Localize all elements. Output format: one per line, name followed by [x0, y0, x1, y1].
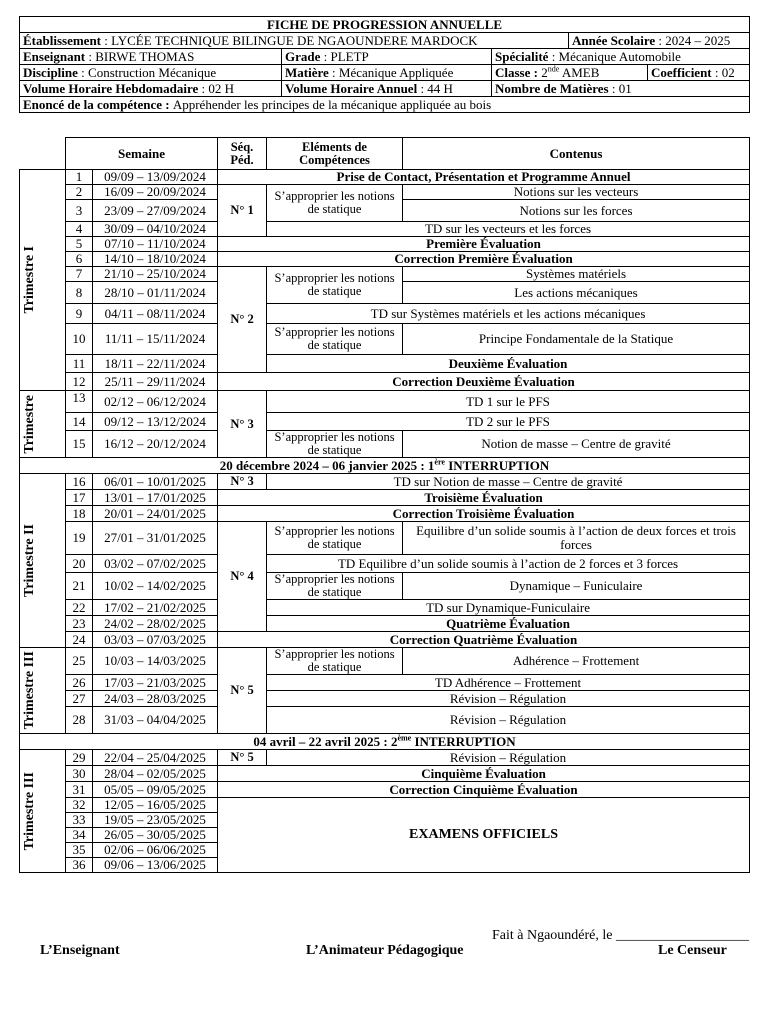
week-number: 24 [66, 632, 93, 648]
sequence-cell: N° 5 [218, 648, 267, 734]
table-row [20, 324, 750, 355]
interruption-cell [20, 458, 750, 474]
trimestre-cell [20, 474, 66, 648]
week-number: 16 [66, 474, 93, 490]
table-row [20, 648, 750, 675]
week-number: 10 [66, 324, 93, 355]
week-dates: 25/11 – 29/11/2024 [93, 373, 218, 391]
content-cell: Révision – Régulation [267, 707, 750, 734]
week-dates: 09/12 – 13/12/2024 [93, 413, 218, 431]
discipline: Discipline : Construction Mécanique [20, 65, 282, 81]
trimestre-cell [20, 170, 66, 391]
interruption-row [20, 734, 750, 750]
sequence-cell: N° 4 [218, 522, 267, 632]
table-row [20, 555, 750, 573]
sequence-cell: N° 5 [218, 750, 267, 766]
content-cell: Révision – Régulation [267, 691, 750, 707]
table-row [20, 750, 750, 766]
interruption-word: INTERRUPTION [411, 733, 516, 749]
week-number: 15 [66, 431, 93, 458]
table-row [20, 304, 750, 324]
week-dates: 07/10 – 11/10/2024 [93, 237, 218, 252]
etablissement: Établissement : LYCÉE TECHNIQUE BILINGUE DE NGAOUNDERE MARDOCK [20, 33, 569, 49]
content-cell: TD sur Systèmes matériels et les actions mécaniques [267, 304, 750, 324]
week-dates: 24/03 – 28/03/2025 [93, 691, 218, 707]
week-dates: 02/06 – 06/06/2025 [93, 843, 218, 858]
table-row [20, 766, 750, 782]
content-cell: TD sur Notion de masse – Centre de gravité [267, 474, 750, 490]
trimestre-cell [20, 391, 66, 458]
table-row [20, 632, 750, 648]
trimestre-cell [20, 750, 66, 873]
week-number: 31 [66, 782, 93, 798]
week-dates: 26/05 – 30/05/2025 [93, 828, 218, 843]
table-row [20, 185, 750, 200]
week-dates: 19/05 – 23/05/2025 [93, 813, 218, 828]
signature-footer [0, 926, 768, 966]
document-title: FICHE DE PROGRESSION ANNUELLE [20, 17, 750, 33]
content-cell: TD 1 sur le PFS [267, 391, 750, 413]
week-number: 13 [66, 391, 93, 413]
content-cell: TD 2 sur le PFS [267, 413, 750, 431]
content-cell: Cinquième Évaluation [218, 766, 750, 782]
annee-scolaire: Année Scolaire : 2024 – 2025 [569, 33, 750, 49]
week-number: 14 [66, 413, 93, 431]
content-cell: Notions sur les vecteurs [403, 185, 750, 200]
interruption-ordinal: ère [434, 457, 445, 467]
week-dates: 20/01 – 24/01/2025 [93, 506, 218, 522]
grade: Grade : PLETP [282, 49, 492, 65]
table-row [20, 373, 750, 391]
week-number: 35 [66, 843, 93, 858]
week-number: 32 [66, 798, 93, 813]
week-dates: 28/04 – 02/05/2025 [93, 766, 218, 782]
sequence-cell: N° 3 [218, 474, 267, 490]
table-row [20, 506, 750, 522]
week-number: 26 [66, 675, 93, 691]
content-cell: Prise de Contact, Présentation et Programme Annuel [218, 170, 750, 185]
col-contenus: Contenus [403, 138, 750, 170]
table-row [20, 355, 750, 373]
col-seq: Séq. Péd. [218, 138, 267, 170]
week-dates: 24/02 – 28/02/2025 [93, 616, 218, 632]
week-number: 1 [66, 170, 93, 185]
content-cell: Troisième Évaluation [218, 490, 750, 506]
content-cell: Révision – Régulation [267, 750, 750, 766]
week-dates: 11/11 – 15/11/2024 [93, 324, 218, 355]
week-dates: 06/01 – 10/01/2025 [93, 474, 218, 490]
specialite: Spécialité : Mécanique Automobile [492, 49, 750, 65]
interruption-row [20, 458, 750, 474]
week-dates: 21/10 – 25/10/2024 [93, 267, 218, 282]
volume-horaire-annuel: Volume Horaire Annuel : 44 H [282, 81, 492, 97]
trimestre-label: Trimestre [22, 394, 37, 454]
table-row [20, 573, 750, 600]
week-dates: 09/06 – 13/06/2025 [93, 858, 218, 873]
signature-enseignant: L’Enseignant [40, 943, 120, 958]
week-number: 34 [66, 828, 93, 843]
week-number: 23 [66, 616, 93, 632]
interruption-dates: 20 décembre 2024 – 06 janvier 2025 : 1 [219, 457, 435, 473]
content-cell: Quatrième Évaluation [267, 616, 750, 632]
trimestre-cell [20, 648, 66, 734]
week-number: 12 [66, 373, 93, 391]
progression-table [19, 137, 750, 873]
week-dates: 13/01 – 17/01/2025 [93, 490, 218, 506]
content-cell: Notions sur les forces [403, 200, 750, 222]
week-dates: 12/05 – 16/05/2025 [93, 798, 218, 813]
trimestre-label: Trimestre I [22, 246, 37, 314]
content-cell: Correction Troisième Évaluation [218, 506, 750, 522]
week-number: 20 [66, 555, 93, 573]
week-number: 27 [66, 691, 93, 707]
week-number: 25 [66, 648, 93, 675]
interruption-dates: 04 avril – 22 avril 2025 : 2 [253, 733, 398, 749]
interruption-cell [20, 734, 750, 750]
sequence-cell: N° 1 [218, 185, 267, 237]
week-dates: 05/05 – 09/05/2025 [93, 782, 218, 798]
table-row [20, 252, 750, 267]
table-row [20, 490, 750, 506]
content-cell: Correction Deuxième Évaluation [218, 373, 750, 391]
week-dates: 30/09 – 04/10/2024 [93, 222, 218, 237]
week-dates: 14/10 – 18/10/2024 [93, 252, 218, 267]
week-dates: 18/11 – 22/11/2024 [93, 355, 218, 373]
element-competence: S’approprier les notions de statique [267, 324, 403, 355]
table-row [20, 600, 750, 616]
content-cell: Equilibre d’un solide soumis à l’action de deux forces et trois forces [403, 522, 750, 555]
week-dates: 02/12 – 06/12/2024 [93, 391, 218, 413]
week-number: 30 [66, 766, 93, 782]
sequence-cell: N° 2 [218, 267, 267, 373]
week-number: 19 [66, 522, 93, 555]
week-number: 33 [66, 813, 93, 828]
enseignant: Enseignant : BIRWE THOMAS [20, 49, 282, 65]
content-cell: TD Equilibre d’un solide soumis à l’action de 2 forces et 3 forces [267, 555, 750, 573]
table-row [20, 691, 750, 707]
table-row [20, 267, 750, 282]
week-dates: 03/03 – 07/03/2025 [93, 632, 218, 648]
nombre-matieres: Nombre de Matières : 01 [492, 81, 750, 97]
week-dates: 27/01 – 31/01/2025 [93, 522, 218, 555]
col-elements: Eléments de Compétences [267, 138, 403, 170]
element-competence: S’approprier les notions de statique [267, 267, 403, 304]
week-number: 22 [66, 600, 93, 616]
element-competence: S’approprier les notions de statique [267, 522, 403, 555]
week-dates: 03/02 – 07/02/2025 [93, 555, 218, 573]
element-competence: S’approprier les notions de statique [267, 648, 403, 675]
content-cell: Correction Première Évaluation [218, 252, 750, 267]
column-header-row [20, 138, 750, 170]
table-row [20, 413, 750, 431]
week-dates: 10/02 – 14/02/2025 [93, 573, 218, 600]
element-competence: S’approprier les notions de statique [267, 185, 403, 222]
content-cell: Adhérence – Frottement [403, 648, 750, 675]
table-row [20, 675, 750, 691]
week-number: 5 [66, 237, 93, 252]
content-cell: Correction Cinquième Évaluation [218, 782, 750, 798]
week-number: 29 [66, 750, 93, 766]
table-row [20, 474, 750, 490]
week-number: 2 [66, 185, 93, 200]
week-number: 28 [66, 707, 93, 734]
trimestre-label: Trimestre III [22, 651, 37, 730]
content-cell: TD sur Dynamique-Funiculaire [267, 600, 750, 616]
content-cell: Première Évaluation [218, 237, 750, 252]
element-competence: S’approprier les notions de statique [267, 573, 403, 600]
week-dates: 31/03 – 04/04/2025 [93, 707, 218, 734]
week-dates: 17/03 – 21/03/2025 [93, 675, 218, 691]
content-cell: Les actions mécaniques [403, 282, 750, 304]
volume-horaire-hebdo: Volume Horaire Hebdomadaire : 02 H [20, 81, 282, 97]
element-competence: S’approprier les notions de statique [267, 431, 403, 458]
table-row [20, 798, 750, 813]
week-number: 6 [66, 252, 93, 267]
interruption-ordinal: ème [397, 733, 412, 743]
trimestre-label: Trimestre II [22, 524, 37, 597]
week-dates: 16/12 – 20/12/2024 [93, 431, 218, 458]
table-row [20, 391, 750, 413]
week-dates: 10/03 – 14/03/2025 [93, 648, 218, 675]
week-number: 9 [66, 304, 93, 324]
fait-a-line: Fait à Ngaoundéré, le ___________________ [491, 928, 749, 943]
content-cell: Principe Fondamentale de la Statique [403, 324, 750, 355]
week-number: 36 [66, 858, 93, 873]
examens-officiels: EXAMENS OFFICIELS [218, 798, 750, 873]
coefficient: Coefficient : 02 [648, 65, 750, 81]
content-cell: Deuxième Évaluation [267, 355, 750, 373]
table-row [20, 431, 750, 458]
content-cell: Correction Quatrième Évaluation [218, 632, 750, 648]
table-row [20, 782, 750, 798]
matiere: Matière : Mécanique Appliquée [282, 65, 492, 81]
week-number: 3 [66, 200, 93, 222]
signature-animateur: L’Animateur Pédagogique [306, 943, 464, 958]
week-number: 8 [66, 282, 93, 304]
header-table [19, 16, 750, 113]
week-dates: 16/09 – 20/09/2024 [93, 185, 218, 200]
col-semaine: Semaine [66, 138, 218, 170]
interruption-word: INTERRUPTION [444, 457, 550, 473]
week-dates: 23/09 – 27/09/2024 [93, 200, 218, 222]
week-number: 21 [66, 573, 93, 600]
content-cell: Systèmes matériels [403, 267, 750, 282]
week-number: 11 [66, 355, 93, 373]
classe: Classe : 2nde AMEB [492, 65, 648, 81]
enonce-competence: Enoncé de la compétence : Appréhender les principes de la mécanique appliquée au bois [20, 97, 750, 113]
table-row [20, 707, 750, 734]
table-row [20, 170, 750, 185]
content-cell: TD sur les vecteurs et les forces [267, 222, 750, 237]
signature-censeur: Le Censeur [658, 943, 727, 958]
week-dates: 22/04 – 25/04/2025 [93, 750, 218, 766]
week-dates: 04/11 – 08/11/2024 [93, 304, 218, 324]
trimestre-label: Trimestre III [22, 771, 37, 851]
table-row [20, 222, 750, 237]
week-dates: 17/02 – 21/02/2025 [93, 600, 218, 616]
week-number: 4 [66, 222, 93, 237]
sequence-cell: N° 3 [218, 391, 267, 458]
week-number: 7 [66, 267, 93, 282]
content-cell: Notion de masse – Centre de gravité [403, 431, 750, 458]
table-row [20, 237, 750, 252]
week-dates: 09/09 – 13/09/2024 [93, 170, 218, 185]
content-cell: Dynamique – Funiculaire [403, 573, 750, 600]
week-number: 18 [66, 506, 93, 522]
content-cell: TD Adhérence – Frottement [267, 675, 750, 691]
week-dates: 28/10 – 01/11/2024 [93, 282, 218, 304]
week-number: 17 [66, 490, 93, 506]
table-row [20, 522, 750, 555]
table-row [20, 616, 750, 632]
